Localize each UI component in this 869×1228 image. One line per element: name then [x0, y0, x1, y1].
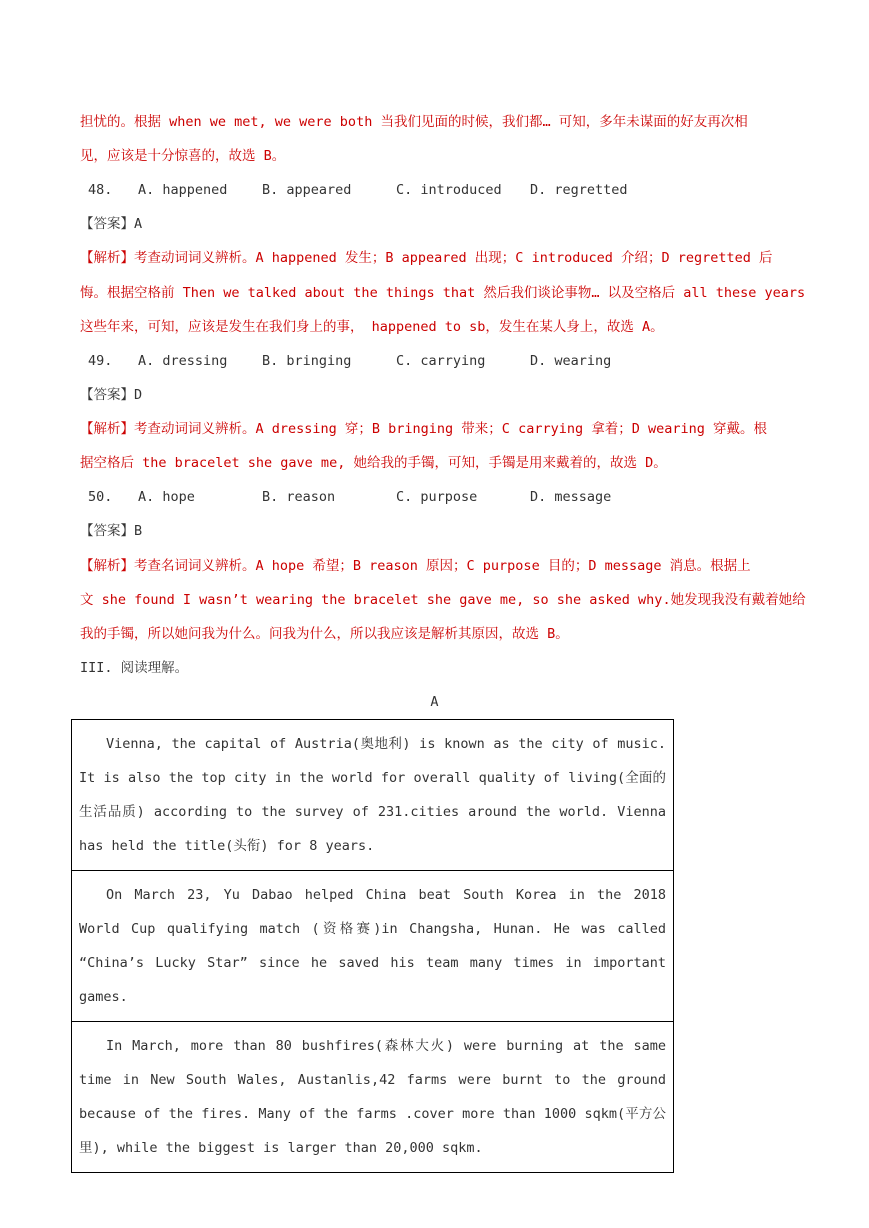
analysis-50-line-1: 【解析】考查名词词义辨析。A hope 希望；B reason 原因；C purpose 目的；D message 消息。根据上 [80, 558, 751, 574]
analysis-49-line-1: 【解析】考查动词词义辨析。A dressing 穿；B bringing 带来；C carrying 拿着；D wearing 穿戴。根 [80, 421, 767, 437]
passage-cell-vienna [72, 720, 673, 871]
intro-line-1: 担忧的。根据 when we met, we were both 当我们见面的时候，我们都… 可知，多年未谋面的好友再次相 [80, 114, 748, 130]
passage-cell-bushfires [72, 1022, 673, 1172]
option-c: C. purpose [396, 489, 478, 505]
passage-text: Vienna, the capital of Austria(奥地利) is known as the city of music. It is also the top city in the world for overall quality of living(全面的生活品质) according to the survey of 231.cities around the world. Vienna has held the title(头衔) for 8 years. [79, 736, 666, 854]
question-number: 48. [88, 182, 113, 198]
passage-label: A [430, 694, 439, 710]
option-c: C. introduced [396, 182, 502, 198]
question-number: 49. [88, 353, 113, 369]
option-a: A. hope [138, 489, 195, 505]
option-d: D. message [530, 489, 612, 505]
answer-48: 【答案】A [80, 216, 143, 232]
passage-text: In March, more than 80 bushfires(森林大火) were burning at the same time in New South Wales, Austanlis,42 farms were burnt to the ground because of the fires. Many of the farms .cover more than 1000 sqkm(平方公里), while the biggest is larger than 20,000 sqkm. [79, 1038, 666, 1156]
option-d: D. wearing [530, 353, 612, 369]
option-b: B. reason [262, 489, 336, 505]
analysis-50-line-2: 文 she found I wasn’t wearing the bracelet she gave me, so she asked why.她发现我没有戴着她给 [80, 592, 806, 608]
option-b: B. bringing [262, 353, 352, 369]
analysis-49-line-2: 据空格后 the bracelet she gave me, 她给我的手镯，可知，手镯是用来戴着的，故选 D。 [80, 455, 667, 471]
analysis-48-line-1: 【解析】考查动词词义辨析。A happened 发生；B appeared 出现；C introduced 介绍；D regretted 后 [80, 250, 773, 266]
question-number: 50. [88, 489, 113, 505]
passage-cell-yu-dabao [72, 871, 673, 1022]
option-c: C. carrying [396, 353, 486, 369]
analysis-50-line-3: 我的手镯，所以她问我为什么。问我为什么，所以我应该是解析其原因，故选 B。 [80, 626, 569, 642]
passage-text: On March 23, Yu Dabao helped China beat South Korea in the 2018 World Cup qualifying match (资格赛)in Changsha, Hunan. He was called “China’s Lucky Star” since he saved his team many times in important games. [79, 887, 666, 1005]
analysis-48-line-2: 悔。根据空格前 Then we talked about the things that 然后我们谈论事物… 以及空格后 all these years [80, 285, 806, 301]
passage-table [71, 719, 674, 1173]
option-a: A. dressing [138, 353, 228, 369]
analysis-48-line-3: 这些年来，可知，应该是发生在我们身上的事， happened to sb，发生在某人身上，故选 A。 [80, 319, 664, 335]
answer-50: 【答案】B [80, 523, 143, 539]
intro-line-2: 见，应该是十分惊喜的，故选 B。 [80, 148, 286, 164]
option-a: A. happened [138, 182, 228, 198]
option-b: B. appeared [262, 182, 352, 198]
section-heading: III. 阅读理解。 [80, 660, 189, 676]
option-d: D. regretted [530, 182, 628, 198]
answer-49: 【答案】D [80, 387, 143, 403]
